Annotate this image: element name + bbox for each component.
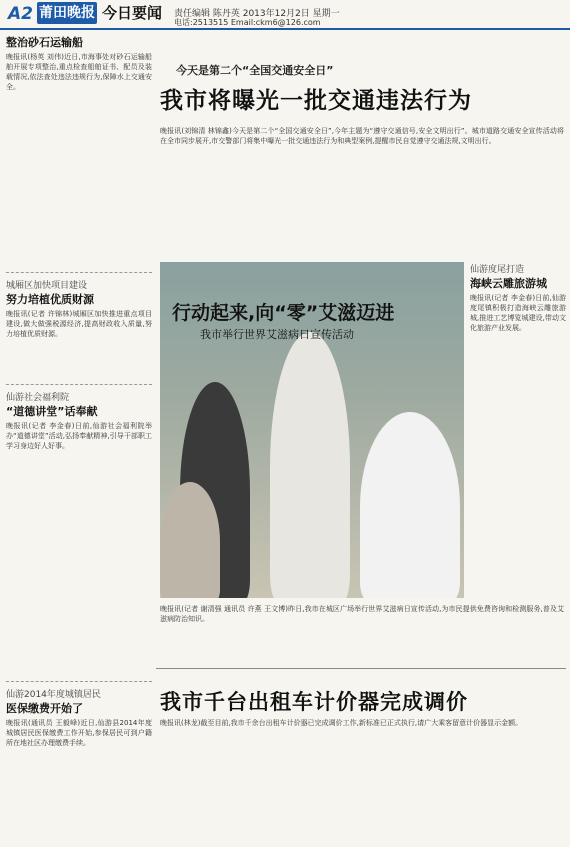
article-subtitle: 仙游2014年度城镇居民 [6, 690, 101, 700]
article-subtitle: 城厢区加快项目建设 [6, 281, 88, 291]
lead-headline: 我市将曝光一批交通违法行为 [160, 88, 472, 114]
article-body: 晚报讯(杨英 刘伟)近日,市海事处对砂石运输船舶开展专项整治,重点检查船舶证书、配员及装载情况,依法查处违法违规行为,保障水上交通安全。 [6, 53, 152, 91]
editor-line: 责任编辑 陈丹英 2013年12月2日 星期一 [174, 9, 340, 19]
divider [6, 681, 152, 682]
right-column [470, 262, 566, 603]
photo-figure [270, 332, 350, 598]
photo-figure [160, 482, 220, 598]
left-column [6, 34, 152, 844]
story2-headline: 行动起来,向“零”艾滋迈进 [172, 302, 395, 324]
article-body: 晚报讯(通讯员 王毅峰)近日,仙游县2014年度城镇居民医保缴费工作开始,参保居民可到户籍所在地社区办理缴费手续。 [6, 719, 152, 747]
divider [6, 272, 152, 273]
article-body: 晚报讯(记者 李金春)日前,仙游度尾镇积极打造海峡云雕旅游城,推进工艺博览城建设,带动文化旅游产业发展。 [470, 294, 566, 332]
article-body: 晚报讯(记者 李金春)日前,仙游社会福利院举办“道德讲堂”活动,弘扬奉献精神,引导干部职工学习身边好人好事。 [6, 422, 152, 450]
article-title: 整治砂石运输船 [6, 36, 83, 49]
section-title: 今日要闻 [102, 4, 163, 22]
article-subtitle: 仙游度尾打造 [470, 265, 525, 275]
contact-line: 电话:2513515 Email:ckm6@126.com [174, 18, 321, 27]
article-subtitle: 仙游社会福利院 [6, 393, 70, 403]
page-code: A2 [8, 4, 33, 24]
article-title: 努力培植优质财源 [6, 293, 94, 306]
article-title: “道德讲堂”话奉献 [6, 405, 98, 418]
article-body: 晚报讯(记者 许锦林)城厢区加快推进重点项目建设,做大做强税源经济,提高财政收入质量,努力培植优质财源。 [6, 310, 152, 338]
story3-body: 晚报讯(林龙)截至目前,我市千余台出租车计价器已完成调价工作,新标准已正式执行,请广大乘客留意计价器显示金额。 [160, 719, 523, 727]
photo-figure [360, 412, 460, 598]
lead-kicker: 今天是第二个“全国交通安全日” [176, 64, 334, 77]
story3-headline: 我市千台出租车计价器完成调价 [160, 690, 468, 714]
article-title: 海峡云雕旅游城 [470, 277, 547, 290]
divider [6, 384, 152, 385]
story2-subtitle: 我市举行世界艾滋病日宣传活动 [200, 328, 354, 341]
lead-body: 晚报讯(刘锦清 林锦鑫)今天是第二个“全国交通安全日”,今年主题为“遵守交通信号,安全文明出行”。城市道路交通安全宣传活动将在全市同步展开,市交警部门将集中曝光一批交通违法行为和典型案例,提醒市民自觉遵守交通法规,文明出行。 [160, 127, 564, 145]
divider [156, 668, 566, 669]
masthead-rule [0, 28, 570, 30]
paper-logo: 莆田晚报 [37, 2, 97, 24]
story2-body: 晚报讯(记者 谢清强 通讯员 许燕 王文博)昨日,我市在城区广场举行世界艾滋病日宣传活动,为市民提供免费咨询和检测服务,普及艾滋病防治知识。 [160, 605, 564, 623]
article-title: 医保缴费开始了 [6, 702, 83, 715]
